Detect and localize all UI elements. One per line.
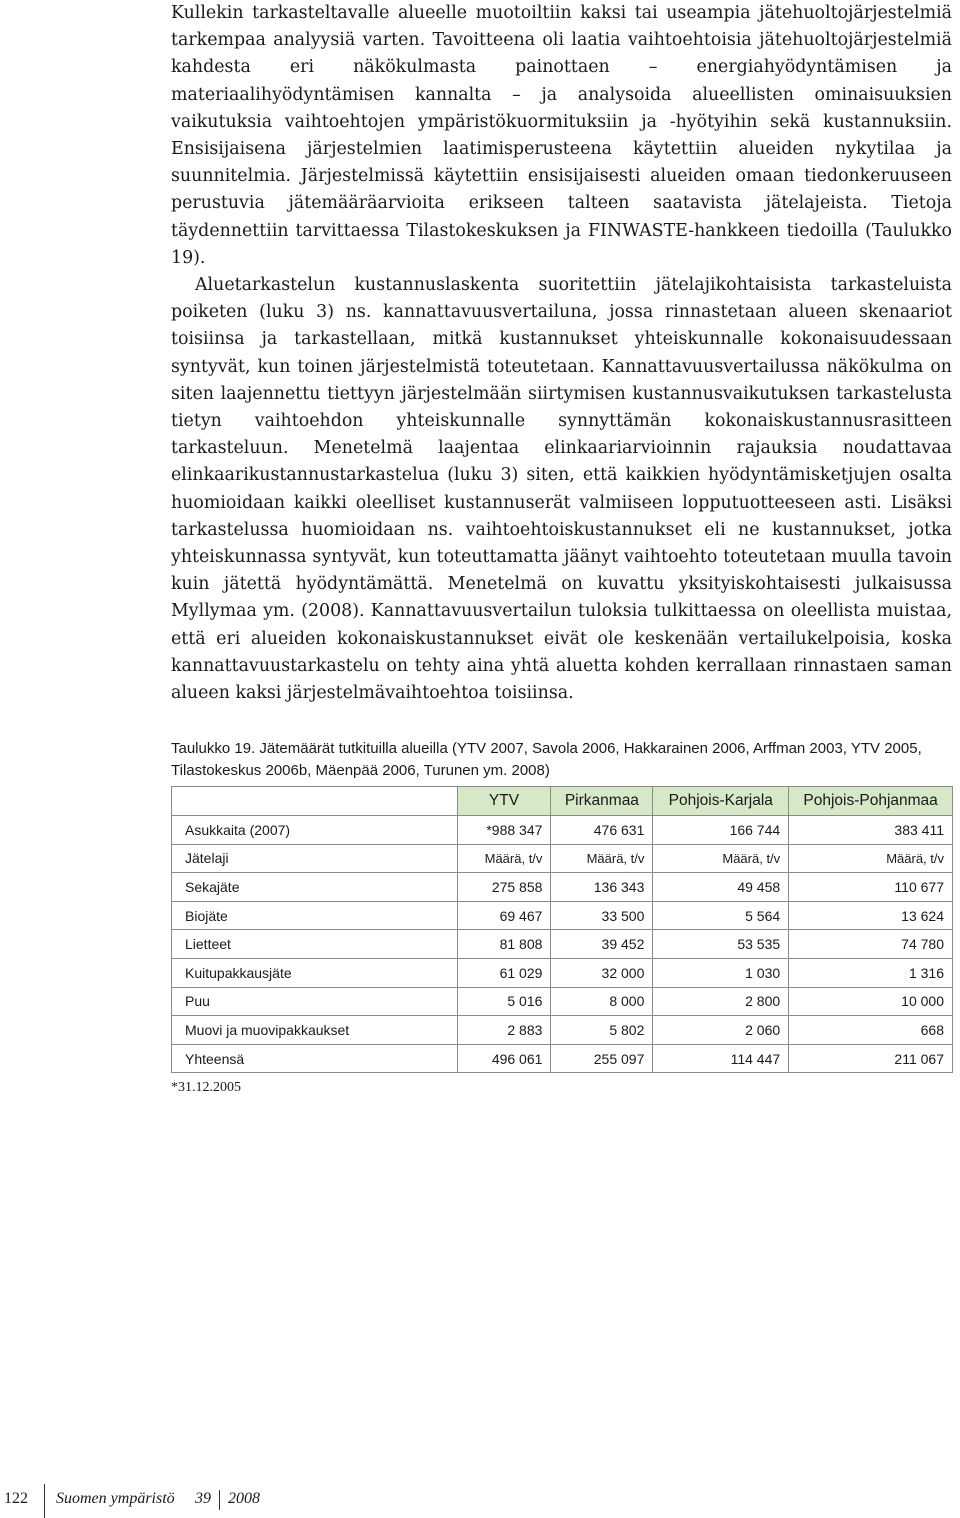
table-cell: 211 067 [789, 1044, 953, 1073]
table-cell: 166 744 [653, 816, 789, 845]
table-row [172, 1016, 953, 1045]
table-cell: Määrä, t/v [551, 844, 653, 873]
waste-amounts-table [171, 786, 953, 1073]
row-label: Lietteet [172, 930, 458, 959]
journal-name: Suomen ympäristö [56, 1490, 175, 1507]
table-cell: 136 343 [551, 873, 653, 902]
table-row [172, 958, 953, 987]
table-cell: 39 452 [551, 930, 653, 959]
table-cell: 5 802 [551, 1016, 653, 1045]
table-cell: 110 677 [789, 873, 953, 902]
table-cell: 476 631 [551, 816, 653, 845]
table-row [172, 816, 953, 845]
page-number: 122 [4, 1490, 28, 1507]
table-cell: Määrä, t/v [789, 844, 953, 873]
table-cell: 69 467 [457, 901, 551, 930]
table-cell: 49 458 [653, 873, 789, 902]
table-cell: 32 000 [551, 958, 653, 987]
row-label: Biojäte [172, 901, 458, 930]
table-row [172, 844, 953, 873]
table-cell: 383 411 [789, 816, 953, 845]
table-row [172, 873, 953, 902]
paragraph-2: Aluetarkastelun kustannuslaskenta suoritettiin jätelajikohtaisista tarkasteluista poiketen (luku 3) ns. kannattavuusvertailuna, jossa rinnastetaan alueen skenaariot toisiinsa ja tarkastellaan, mitkä kustannukset yhteiskunnalle kokonaisuudessaan syntyvät, kun toinen järjestelmistä toteutetaan. Kannattavuusvertailussa näkökulma on siten laajennettu tiettyyn järjestelmään siirtymisen kustannusvaikutuksen tarkastelusta tietyn vaihtoehdon yhteiskunnalle synnyttämän kokonaiskustannusrasitteen tarkasteluun. Menetelmä laajentaa elinkaariarvioinnin rajauksia noudattavaa elinkaarikustannustarkastelua (luku 3) siten, että kaikkien hyödyntämisketjujen osalta huomioidaan kaikki oleelliset kustannuserät valmiiseen lopputuotteeseen asti. Lisäksi tarkastelussa huomioidaan ns. vaihtoehtoiskustannukset eli ne kustannukset, jotka yhteiskunnassa syntyvät, kun toteuttamatta jäänyt vaihtoehto toteutetaan muulla tavoin kuin jätettä hyödyntämättä. Menetelmä on kuvattu yksityiskohtaisesti julkaisussa Myllymaa ym. (2008). Kannattavuusvertailun tuloksia tulkittaessa on oleellista muistaa, että eri alueiden kokonaiskustannukset eivät ole keskenään vertailukelpoisia, koska kannattavuustarkastelu on tehty aina yhtä aluetta kohden kerrallaan rinnastaen saman alueen kaksi järjestelmävaihtoehtoa toisiinsa. [171, 275, 952, 704]
table-row [172, 930, 953, 959]
row-label: Puu [172, 987, 458, 1016]
table-cell: 275 858 [457, 873, 551, 902]
table-cell: 5 564 [653, 901, 789, 930]
table-cell: Määrä, t/v [457, 844, 551, 873]
table-cell: 668 [789, 1016, 953, 1045]
table-cell: Määrä, t/v [653, 844, 789, 873]
row-label: Asukkaita (2007) [172, 816, 458, 845]
table-caption: Taulukko 19. Jätemäärät tutkituilla alueilla (YTV 2007, Savola 2006, Hakkarainen 2006, Arffman 2003, YTV 2005, Tilastokeskus 2006b, Mäenpää 2006, Turunen ym. 2008) [171, 740, 922, 779]
table-cell: 53 535 [653, 930, 789, 959]
table-cell: 2 800 [653, 987, 789, 1016]
table-cell: 114 447 [653, 1044, 789, 1073]
table-cell: 13 624 [789, 901, 953, 930]
table-row-total [172, 1044, 953, 1073]
table-cell: 8 000 [551, 987, 653, 1016]
table-cell: *988 347 [457, 816, 551, 845]
table-cell: 10 000 [789, 987, 953, 1016]
table-footnote: *31.12.2005 [171, 1080, 241, 1095]
table-row [172, 901, 953, 930]
header-cell-pohjois-pohjanmaa: Pohjois-Pohjanmaa [789, 787, 953, 816]
body-text [171, 0, 952, 707]
table-cell: 496 061 [457, 1044, 551, 1073]
table-cell: 74 780 [789, 930, 953, 959]
table-row [172, 987, 953, 1016]
header-cell-ytv: YTV [457, 787, 551, 816]
row-label: Sekajäte [172, 873, 458, 902]
table-cell: 255 097 [551, 1044, 653, 1073]
table-cell: 5 016 [457, 987, 551, 1016]
table-cell: 2 060 [653, 1016, 789, 1045]
header-cell-empty [172, 787, 458, 816]
journal-issue: 39 [195, 1490, 211, 1507]
paragraph-1: Kullekin tarkasteltavalle alueelle muotoiltiin kaksi tai useampia jätehuoltojärjestelmiä tarkempaa analyysiä varten. Tavoitteena oli laatia vaihtoehtoisia jätehuoltojärjestelmiä kahdesta eri näkökulmasta painottaen – energiahyödyntämisen ja materiaalihyödyntämisen kannalta – ja analysoida alueellisten ominaisuuksien vaikutuksia vaihtoehtojen ympäristökuormituksiin ja -hyötyihin sekä kustannuksiin. Ensisijaisena järjestelmien laatimisperusteena käytettiin alueiden nykytilaa ja suunnitelmia. Järjestelmissä käytettiin ensisijaisesti alueiden omaan tiedonkeruuseen perustuvia jätemääräarvioita erikseen talteen saatavista jätelajeista. Tietoja täydennettiin tarvittaessa Tilastokeskuksen ja FINWASTE-hankkeen tiedoilla (Taulukko 19). [171, 3, 952, 268]
journal-year: 2008 [228, 1490, 260, 1507]
table-cell: 1 030 [653, 958, 789, 987]
footer-divider [219, 1490, 220, 1510]
table-cell: 61 029 [457, 958, 551, 987]
table-cell: 81 808 [457, 930, 551, 959]
header-cell-pirkanmaa: Pirkanmaa [551, 787, 653, 816]
row-label: Yhteensä [172, 1044, 458, 1073]
row-label: Muovi ja muovipakkaukset [172, 1016, 458, 1045]
row-label: Kuitupakkausjäte [172, 958, 458, 987]
table-cell: 1 316 [789, 958, 953, 987]
table-cell: 33 500 [551, 901, 653, 930]
table-header-row [172, 787, 953, 816]
header-cell-pohjois-karjala: Pohjois-Karjala [653, 787, 789, 816]
row-label: Jätelaji [172, 844, 458, 873]
table-cell: 2 883 [457, 1016, 551, 1045]
